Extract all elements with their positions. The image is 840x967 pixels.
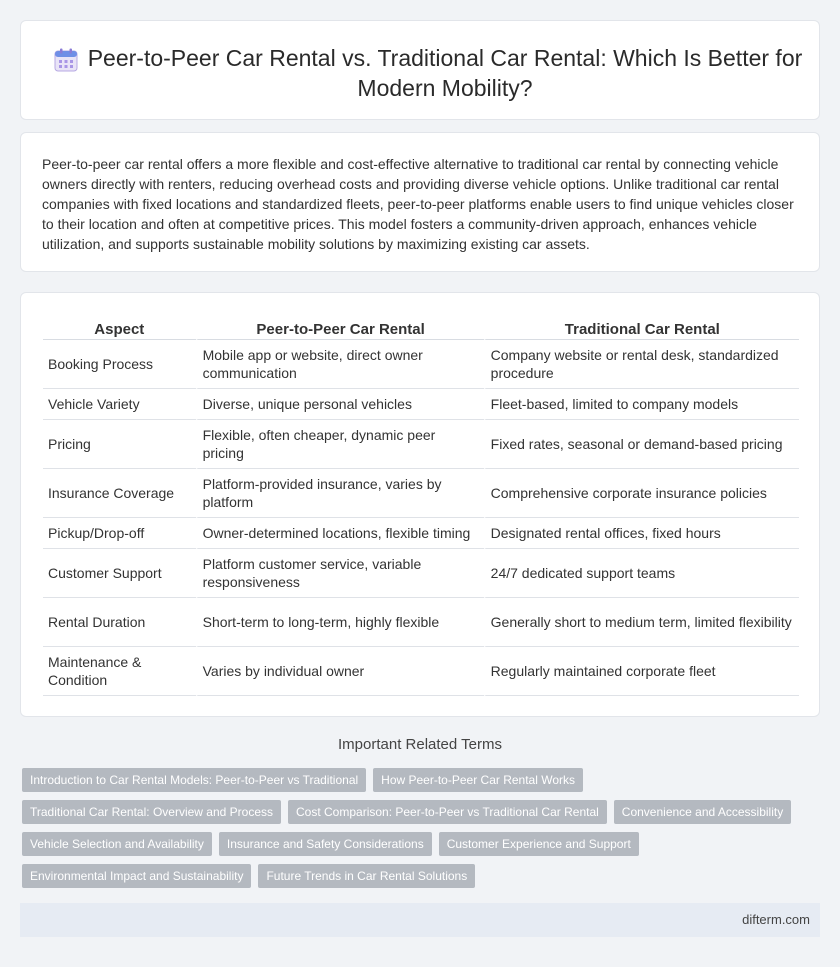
header-aspect: Aspect: [43, 315, 196, 340]
aspect-cell: Pickup/Drop-off: [43, 518, 196, 549]
table-row: [43, 420, 799, 469]
traditional-cell: Generally short to medium term, limited flexibility: [484, 598, 799, 647]
peer-cell: Short-term to long-term, highly flexible: [196, 598, 484, 647]
aspect-cell: Vehicle Variety: [43, 389, 196, 420]
peer-cell: Varies by individual owner: [196, 647, 484, 696]
intro-card: [20, 132, 820, 272]
traditional-cell: Regularly maintained corporate fleet: [484, 647, 799, 696]
traditional-cell: Designated rental offices, fixed hours: [484, 518, 799, 549]
comparison-table-card: [20, 292, 820, 717]
related-term-tag[interactable]: Traditional Car Rental: Overview and Process: [22, 800, 281, 824]
related-term-tag[interactable]: How Peer-to-Peer Car Rental Works: [373, 768, 583, 792]
intro-paragraph: Peer-to-peer car rental offers a more flexible and cost-effective alternative to traditional car rental by connecting vehicle owners directly with renters, reducing overhead costs and providing diverse vehicle options. Unlike traditional car rental companies with fixed locations and standardized fleets, peer-to-peer platforms enable users to find unique vehicles closer to their location and often at competitive prices. This model fosters a community-driven approach, enhances vehicle utilization, and supports sustainable mobility solutions by maximizing existing car assets.: [42, 156, 794, 252]
table-row: [43, 389, 799, 420]
related-term-tag[interactable]: Insurance and Safety Considerations: [219, 832, 432, 856]
traditional-cell: Company website or rental desk, standardized procedure: [484, 340, 799, 389]
peer-cell: Platform-provided insurance, varies by platform: [196, 469, 484, 518]
aspect-cell: Rental Duration: [43, 598, 196, 647]
header-traditional: Traditional Car Rental: [484, 315, 799, 340]
peer-cell: Platform customer service, variable responsiveness: [196, 549, 484, 598]
title-card: [20, 20, 820, 120]
related-term-tag[interactable]: Introduction to Car Rental Models: Peer-to-Peer vs Traditional: [22, 768, 366, 792]
related-term-tag[interactable]: Vehicle Selection and Availability: [22, 832, 212, 856]
page-title: Peer-to-Peer Car Rental vs. Traditional Car Rental: Which Is Better for Modern Mobility?: [87, 45, 803, 101]
aspect-cell: Insurance Coverage: [43, 469, 196, 518]
calendar-icon: [53, 47, 79, 73]
related-term-tag[interactable]: Convenience and Accessibility: [614, 800, 791, 824]
traditional-cell: Comprehensive corporate insurance policies: [484, 469, 799, 518]
footer: [20, 903, 820, 937]
header-peer-to-peer: Peer-to-Peer Car Rental: [196, 315, 484, 340]
footer-site-link[interactable]: difterm.com: [742, 912, 810, 927]
related-terms-list: [22, 768, 812, 896]
traditional-cell: Fixed rates, seasonal or demand-based pricing: [484, 420, 799, 469]
table-header-row: [43, 315, 799, 340]
aspect-cell: Pricing: [43, 420, 196, 469]
table-row: [43, 549, 799, 598]
aspect-cell: Booking Process: [43, 340, 196, 389]
related-term-tag[interactable]: Future Trends in Car Rental Solutions: [258, 864, 475, 888]
aspect-cell: Customer Support: [43, 549, 196, 598]
related-terms-heading: Important Related Terms: [338, 736, 502, 753]
peer-cell: Diverse, unique personal vehicles: [196, 389, 484, 420]
table-row: [43, 647, 799, 696]
related-term-tag[interactable]: Cost Comparison: Peer-to-Peer vs Traditional Car Rental: [288, 800, 607, 824]
aspect-cell: Maintenance & Condition: [43, 647, 196, 696]
traditional-cell: Fleet-based, limited to company models: [484, 389, 799, 420]
related-term-tag[interactable]: Customer Experience and Support: [439, 832, 639, 856]
peer-cell: Mobile app or website, direct owner communication: [196, 340, 484, 389]
table-row: [43, 598, 799, 647]
peer-cell: Flexible, often cheaper, dynamic peer pricing: [196, 420, 484, 469]
table-row: [43, 518, 799, 549]
table-row: [43, 340, 799, 389]
traditional-cell: 24/7 dedicated support teams: [484, 549, 799, 598]
peer-cell: Owner-determined locations, flexible timing: [196, 518, 484, 549]
related-term-tag[interactable]: Environmental Impact and Sustainability: [22, 864, 251, 888]
table-row: [43, 469, 799, 518]
comparison-table: [43, 315, 799, 696]
